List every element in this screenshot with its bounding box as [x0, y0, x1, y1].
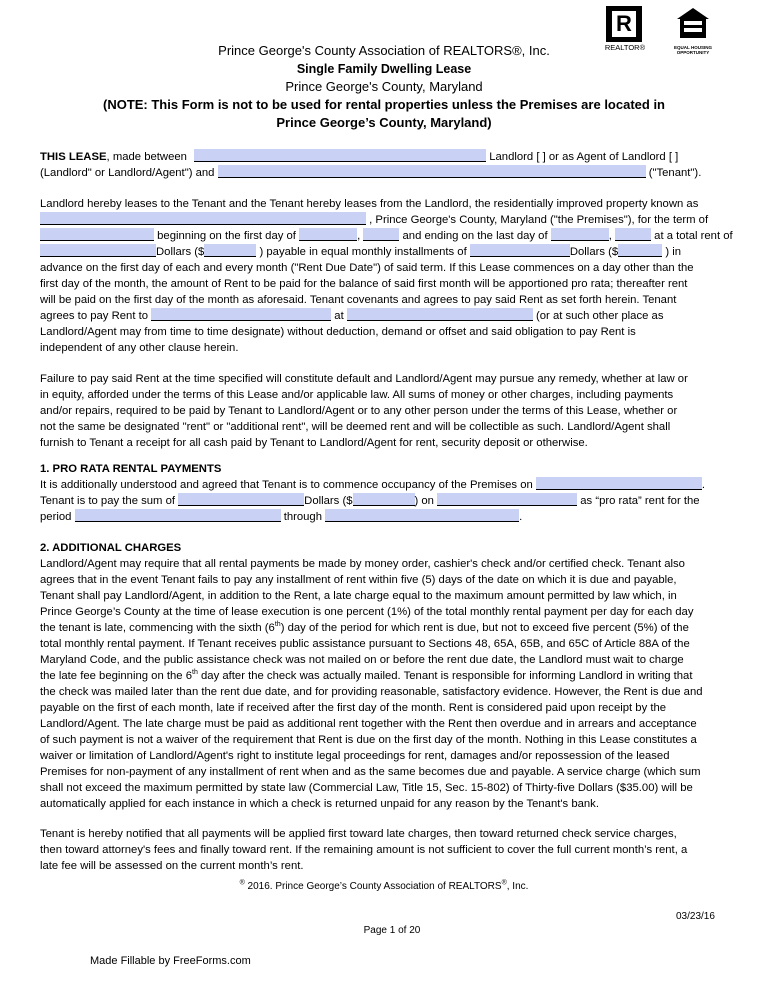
p1-line-1: Landlord hereby leases to the Tenant and the Tenant hereby leases from the Landlord, the residentially improved property known as: [40, 198, 699, 210]
section-1-title: 1. PRO RATA RENTAL PAYMENTS: [40, 463, 222, 475]
s2-line-14: Premises for non-payment of any installment of rent when and as the same becomes due and payable. A service charge (which sum: [40, 766, 701, 778]
start-year-field[interactable]: [363, 228, 399, 241]
s2-line-10: payable on the first of each month, late if received after the first day of the month. Rent is considered paid upon receipt by the: [40, 702, 667, 714]
period-through-field[interactable]: [325, 509, 519, 522]
premises-address-field[interactable]: [40, 212, 366, 225]
s2-line-9: the check was mailed later than the rent due date, and for providing reasonable, satisfactory evidence. However, the Rent is due and: [40, 686, 703, 698]
end-year-field[interactable]: [615, 228, 651, 241]
made-fillable-credit: Made Fillable by FreeForms.com: [90, 955, 251, 967]
s2-line-8: the late fee beginning on the 6th day after the check was actually mailed. Tenant is responsible for informing Landlord in writing that: [40, 669, 693, 682]
s2-line-2: agrees that in the event Tenant fails to pay any installment of rent within five (5) days of the date on which it is due and payable,: [40, 574, 677, 586]
copyright-line: ® 2016. Prince George’s County Association of REALTORS®, Inc.: [239, 879, 529, 892]
county-title: Prince George's County, Maryland: [285, 79, 483, 94]
total-rent-amount-field[interactable]: [204, 244, 256, 257]
pay-rent-at-field[interactable]: [347, 308, 533, 321]
s1-line-1: It is additionally understood and agreed that Tenant is to commence occupancy of the Premises on .: [40, 479, 706, 491]
p1-line-5: advance on the first day of each and every month ("Rent Due Date") of said term. If this Lease commences on a day other than the: [40, 262, 694, 274]
pay-rent-to-field[interactable]: [151, 308, 331, 321]
note-line-1: (NOTE: This Form is not to be used for rental properties unless the Premises are located in: [102, 97, 665, 112]
s2-line-3: Tenant shall pay Landlord/Agent, in addition to the Rent, a late charge equal to the maximum amount permitted by law which, in: [40, 590, 677, 602]
prorata-words-field[interactable]: [178, 493, 304, 506]
p3-line-2: then toward attorney's fees and finally toward rent. If the remaining amount is not sufficient to cover the full current month’s rent, a: [40, 844, 688, 856]
s2-line-5: the tenant is late, commencing with the sixth (6th) day of the period for which rent is due, but not to exceed five percent (5%) of the: [40, 621, 689, 634]
s1-line-3: period through .: [40, 511, 523, 523]
p1-line-6: first day of the month, the amount of Rent to be paid for the balance of said first month will be apportioned pro rata; thereafter rent: [40, 278, 688, 290]
form-title: Single Family Dwelling Lease: [296, 62, 472, 76]
occupancy-date-field[interactable]: [536, 477, 702, 490]
realtor-caption: REALTOR®: [604, 43, 646, 52]
s2-line-6: total monthly rental payment. If Tenant receives public assistance pursuant to Sections 48, 65A, 65B, and 65C of Article 88A of the: [40, 638, 690, 650]
p1-line-4: Dollars ($ ) payable in equal monthly installments of Dollars ($ ) in: [40, 244, 681, 260]
page-number: Page 1 of 20: [363, 925, 421, 936]
p1-line-10: independent of any other clause herein.: [40, 342, 239, 354]
intro-line-1: THIS LEASE, made between Landlord [ ] or as Agent of Landlord [ ]: [40, 151, 679, 163]
lease-term-field[interactable]: [40, 228, 154, 241]
s2-line-11: Landlord/Agent. The late charge must be paid as additional rent together with the Rent then overdue and in arrears and acceptance: [40, 718, 697, 730]
p2-line-2: in equity, afforded under the terms of this Lease and/or applicable law. All sums of money or other charges, including payments: [40, 389, 674, 401]
p2-line-4: not the same be designated "rent" or "additional rent", will be deemed rent and will be collectible as such. Landlord/Agent shall: [40, 421, 671, 433]
prorata-date-field[interactable]: [437, 493, 577, 506]
p2-line-1: Failure to pay said Rent at the time specified will constitute default and Landlord/Agent may pursue any remedy, whether at law or: [40, 373, 688, 385]
eho-caption: EQUAL HOUSING OPPORTUNITY: [674, 45, 712, 55]
p2-line-5: furnish to Tenant a receipt for all cash paid by Tenant to Landlord/Agent for rent, security deposit or otherwise.: [40, 437, 588, 449]
p1-line-2: , Prince George's County, Maryland ("the Premises"), for the term of: [40, 212, 708, 228]
s1-line-2: Tenant is to pay the sum of Dollars ($ ) on as “pro rata” rent for the: [40, 495, 700, 507]
p1-line-8: agrees to pay Rent to at (or at such other place as: [40, 310, 664, 322]
p1-line-7: will be paid on the first day of the month as aforesaid. Tenant covenants and agrees to pay said Rent as set forth herein. Tenant: [40, 294, 677, 306]
landlord-name-field[interactable]: [194, 149, 486, 162]
monthly-rent-amount-field[interactable]: [618, 244, 662, 257]
monthly-rent-words-field[interactable]: [470, 244, 570, 257]
s2-line-16: automatically applied for each instance in which a check is returned unpaid for any reason by the Tenant's bank.: [40, 798, 599, 810]
s2-line-15: shall not exceed the maximum permitted by state law (Commercial Law, Title 15, Sec. 15-802) of Thirty-five Dollars ($35.00) will be: [40, 782, 693, 794]
equal-housing-icon: [674, 6, 712, 40]
p1-line-9: Landlord/Agent may from time to time designate) without deduction, demand or offset and said obligation to pay Rent is: [40, 326, 636, 338]
note-line-2: Prince George’s County, Maryland): [276, 115, 492, 130]
prorata-amount-field[interactable]: [353, 493, 415, 506]
section-2-title: 2. ADDITIONAL CHARGES: [40, 542, 182, 554]
form-date: 03/23/16: [676, 911, 715, 922]
s2-line-13: waiver or limitation of Landlord/Agent's right to institute legal proceedings for rent, damages and/or repossession of the leased: [40, 750, 670, 762]
period-from-field[interactable]: [75, 509, 281, 522]
intro-line-2: (Landlord" or Landlord/Agent") and ("Tenant").: [40, 167, 702, 179]
s2-line-4: Prince George’s County at the time of lease execution is one percent (1%) of the total monthly rental payment per day for each day: [40, 606, 694, 618]
start-month-field[interactable]: [299, 228, 357, 241]
end-month-field[interactable]: [551, 228, 609, 241]
s2-line-1: Landlord/Agent may require that all rental payments be made by money order, cashier's check and/or certified check. Tenant also: [40, 558, 685, 570]
association-title: Prince George's County Association of REALTORS®, Inc.: [218, 43, 550, 58]
s2-line-7: Maryland Code, and the public assistance check was not mailed on or before the rent due date, the Landlord must wait to charge: [40, 654, 684, 666]
p3-line-3: late fee will be assessed on the current month’s rent.: [40, 860, 304, 872]
p1-line-3: beginning on the first day of , and ending on the last day of , at a total rent of: [40, 228, 733, 244]
p2-line-3: and/or repairs, required to be paid by Tenant to Landlord/Agent or to any other person under the terms of this Lease, whether or: [40, 405, 678, 417]
tenant-name-field[interactable]: [218, 165, 646, 178]
p3-line-1: Tenant is hereby notified that all payments will be applied first toward late charges, then toward returned check service charges,: [40, 828, 677, 840]
total-rent-words-field[interactable]: [40, 244, 156, 257]
s2-line-12: of such payment is not a waiver of the requirement that Rent is due on the first day of the month. Nothing in this Lease constitutes a: [40, 734, 697, 746]
realtor-icon: R: [612, 11, 636, 37]
